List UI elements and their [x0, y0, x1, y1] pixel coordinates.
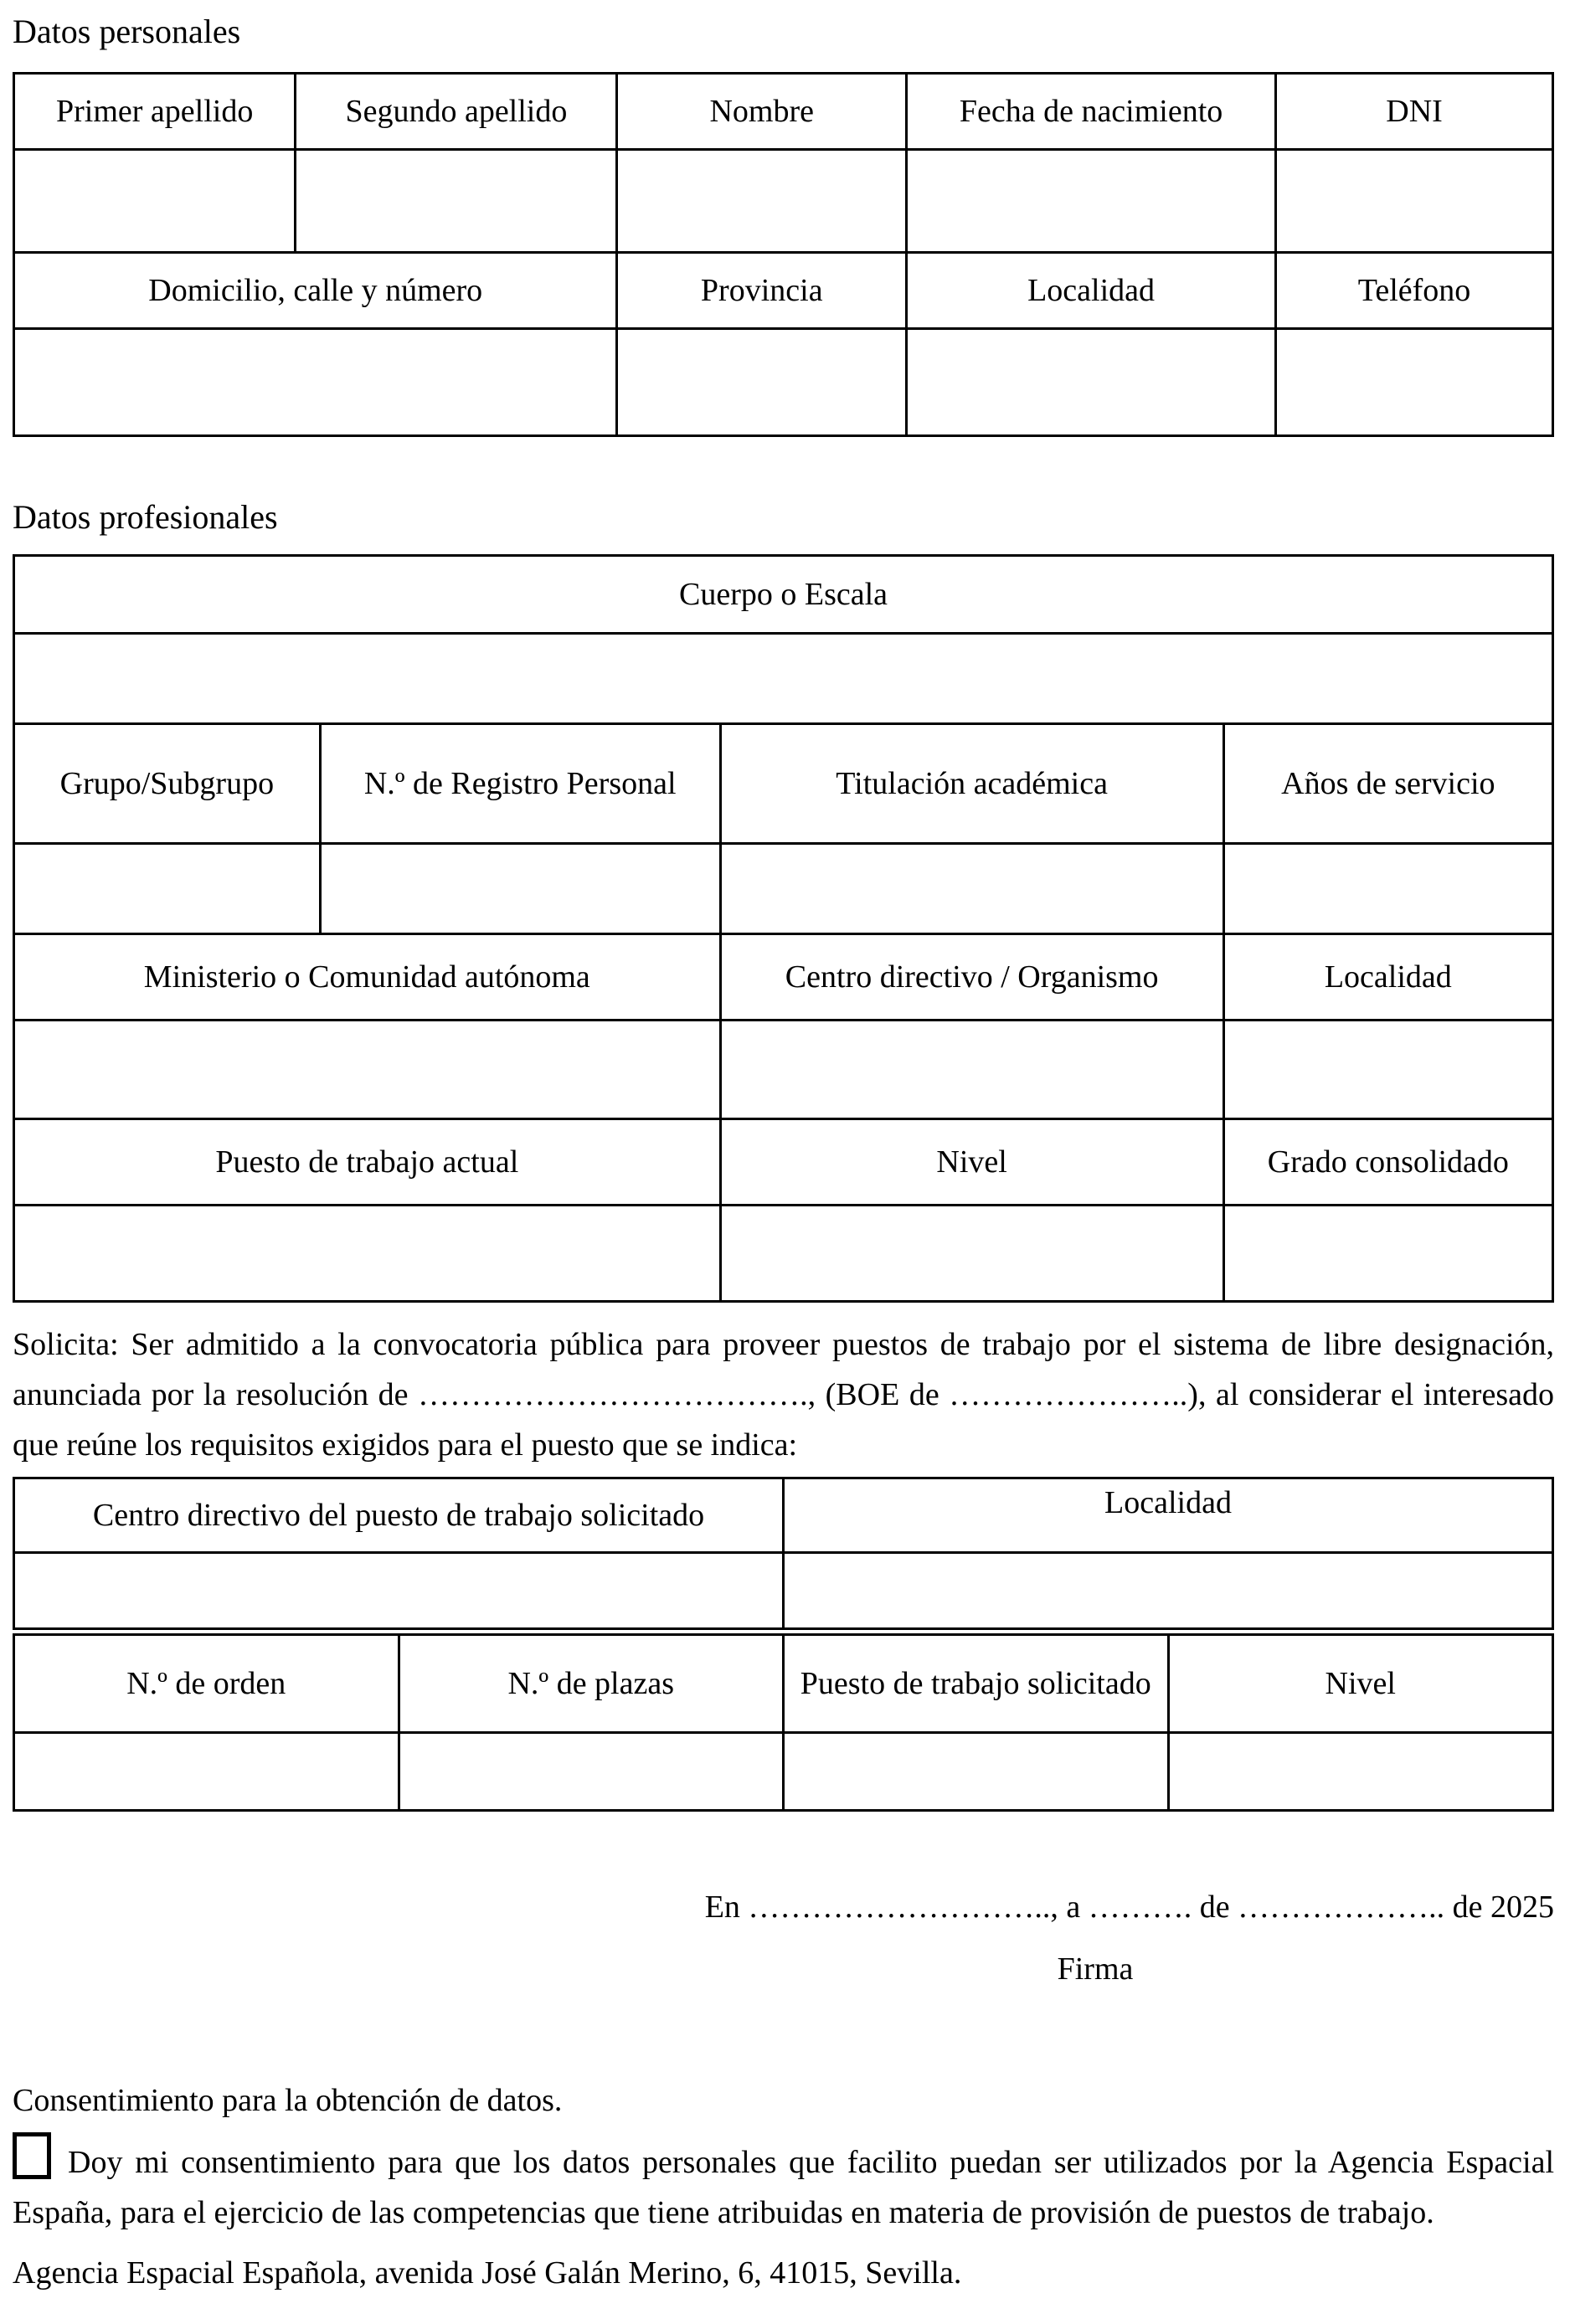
consent-title: Consentimiento para la obtención de datos. [13, 2083, 563, 2118]
input-dni[interactable] [1276, 150, 1553, 253]
consent-checkbox[interactable] [13, 2132, 51, 2179]
input-primer-apellido[interactable] [14, 150, 296, 253]
input-fecha-nacimiento[interactable] [907, 150, 1276, 253]
input-localidad-profesional[interactable] [1223, 1021, 1552, 1119]
requested-centro-input-row [14, 1553, 1553, 1629]
header-centro-directivo-solicitado: Centro directivo del puesto de trabajo solicitado [14, 1478, 784, 1553]
input-provincia[interactable] [617, 329, 907, 436]
header-cuerpo-escala: Cuerpo o Escala [14, 556, 1553, 634]
requested-centro-header-row [14, 1478, 1553, 1553]
input-domicilio[interactable] [14, 329, 617, 436]
personal-input-row-2 [14, 329, 1553, 436]
header-puesto-actual: Puesto de trabajo actual [14, 1119, 721, 1206]
input-puesto-actual[interactable] [14, 1206, 721, 1302]
section-title-datos-profesionales: Datos profesionales [13, 498, 278, 536]
header-nombre: Nombre [617, 74, 907, 150]
header-puesto-solicitado: Puesto de trabajo solicitado [784, 1635, 1169, 1733]
header-registro-personal: N.º de Registro Personal [320, 724, 720, 844]
input-localidad[interactable] [907, 329, 1276, 436]
signature-block [636, 1885, 1554, 1991]
consent-text: Doy mi consentimiento para que los datos personales que facilito puedan ser utilizados por la Agencia Espacial España, para el ejercicio de las competencias que tiene atribuidas en materia de provisión de puestos de trabajo. [13, 2145, 1554, 2230]
header-domicilio: Domicilio, calle y número [14, 253, 617, 329]
header-dni: DNI [1276, 74, 1553, 150]
input-puesto-solicitado[interactable] [784, 1733, 1169, 1811]
firma-label: Firma [1057, 1951, 1134, 1987]
requested-post-header-row [14, 1635, 1553, 1733]
header-grado-consolidado: Grado consolidado [1223, 1119, 1552, 1206]
personal-data-table [13, 72, 1554, 437]
input-anos-servicio[interactable] [1223, 844, 1552, 934]
input-localidad-solicitada[interactable] [784, 1553, 1553, 1629]
solicita-paragraph: Solicita: Ser admitido a la convocatoria pública para proveer puestos de trabajo por el sistema de libre designación, anunciada por la resolución de ………………………………., (BOE de …………………..), al considerar el interesado que reúne los requisitos exigidos para el puesto que se indica: [13, 1327, 1554, 1463]
date-fill-line: En ……………………….., a ………. de ……………….. de 2025 [704, 1890, 1554, 1925]
header-num-orden: N.º de orden [14, 1635, 399, 1733]
input-nivel-solicitado[interactable] [1168, 1733, 1553, 1811]
puesto-header-row [14, 1119, 1553, 1206]
input-grado-consolidado[interactable] [1223, 1206, 1552, 1302]
cuerpo-input-row [14, 634, 1553, 724]
header-nivel: Nivel [720, 1119, 1223, 1206]
input-telefono[interactable] [1276, 329, 1553, 436]
consent-paragraph [13, 2132, 1554, 2238]
puesto-input-row [14, 1206, 1553, 1302]
input-grupo-subgrupo[interactable] [14, 844, 321, 934]
header-localidad-profesional: Localidad [1223, 934, 1552, 1021]
header-centro-directivo: Centro directivo / Organismo [720, 934, 1223, 1021]
input-nivel[interactable] [720, 1206, 1223, 1302]
header-telefono: Teléfono [1276, 253, 1553, 329]
header-provincia: Provincia [617, 253, 907, 329]
header-num-plazas: N.º de plazas [399, 1635, 784, 1733]
grupo-input-row [14, 844, 1553, 934]
personal-header-row-2 [14, 253, 1553, 329]
requested-post-input-row [14, 1733, 1553, 1811]
input-num-plazas[interactable] [399, 1733, 784, 1811]
requested-post-table [13, 1633, 1554, 1812]
header-localidad: Localidad [907, 253, 1276, 329]
input-centro-directivo-solicitado[interactable] [14, 1553, 784, 1629]
personal-input-row-1 [14, 150, 1553, 253]
header-nivel-solicitado: Nivel [1168, 1635, 1553, 1733]
input-nombre[interactable] [617, 150, 907, 253]
input-registro-personal[interactable] [320, 844, 720, 934]
input-segundo-apellido[interactable] [296, 150, 617, 253]
section-title-datos-personales: Datos personales [13, 13, 241, 50]
header-segundo-apellido: Segundo apellido [296, 74, 617, 150]
professional-data-table [13, 554, 1554, 1303]
header-ministerio: Ministerio o Comunidad autónoma [14, 934, 721, 1021]
header-grupo-subgrupo: Grupo/Subgrupo [14, 724, 321, 844]
header-localidad-solicitada: Localidad [784, 1478, 1553, 1553]
input-num-orden[interactable] [14, 1733, 399, 1811]
header-titulacion-academica: Titulación académica [720, 724, 1223, 844]
input-titulacion-academica[interactable] [720, 844, 1223, 934]
input-centro-directivo[interactable] [720, 1021, 1223, 1119]
ministerio-header-row [14, 934, 1553, 1021]
requested-centro-table [13, 1477, 1554, 1630]
header-primer-apellido: Primer apellido [14, 74, 296, 150]
agency-address: Agencia Espacial Española, avenida José Galán Merino, 6, 41015, Sevilla. [13, 2255, 962, 2291]
header-fecha-nacimiento: Fecha de nacimiento [907, 74, 1276, 150]
ministerio-input-row [14, 1021, 1553, 1119]
personal-header-row-1 [14, 74, 1553, 150]
grupo-header-row [14, 724, 1553, 844]
input-cuerpo-escala[interactable] [14, 634, 1553, 724]
header-anos-servicio: Años de servicio [1223, 724, 1552, 844]
cuerpo-header-row [14, 556, 1553, 634]
input-ministerio[interactable] [14, 1021, 721, 1119]
